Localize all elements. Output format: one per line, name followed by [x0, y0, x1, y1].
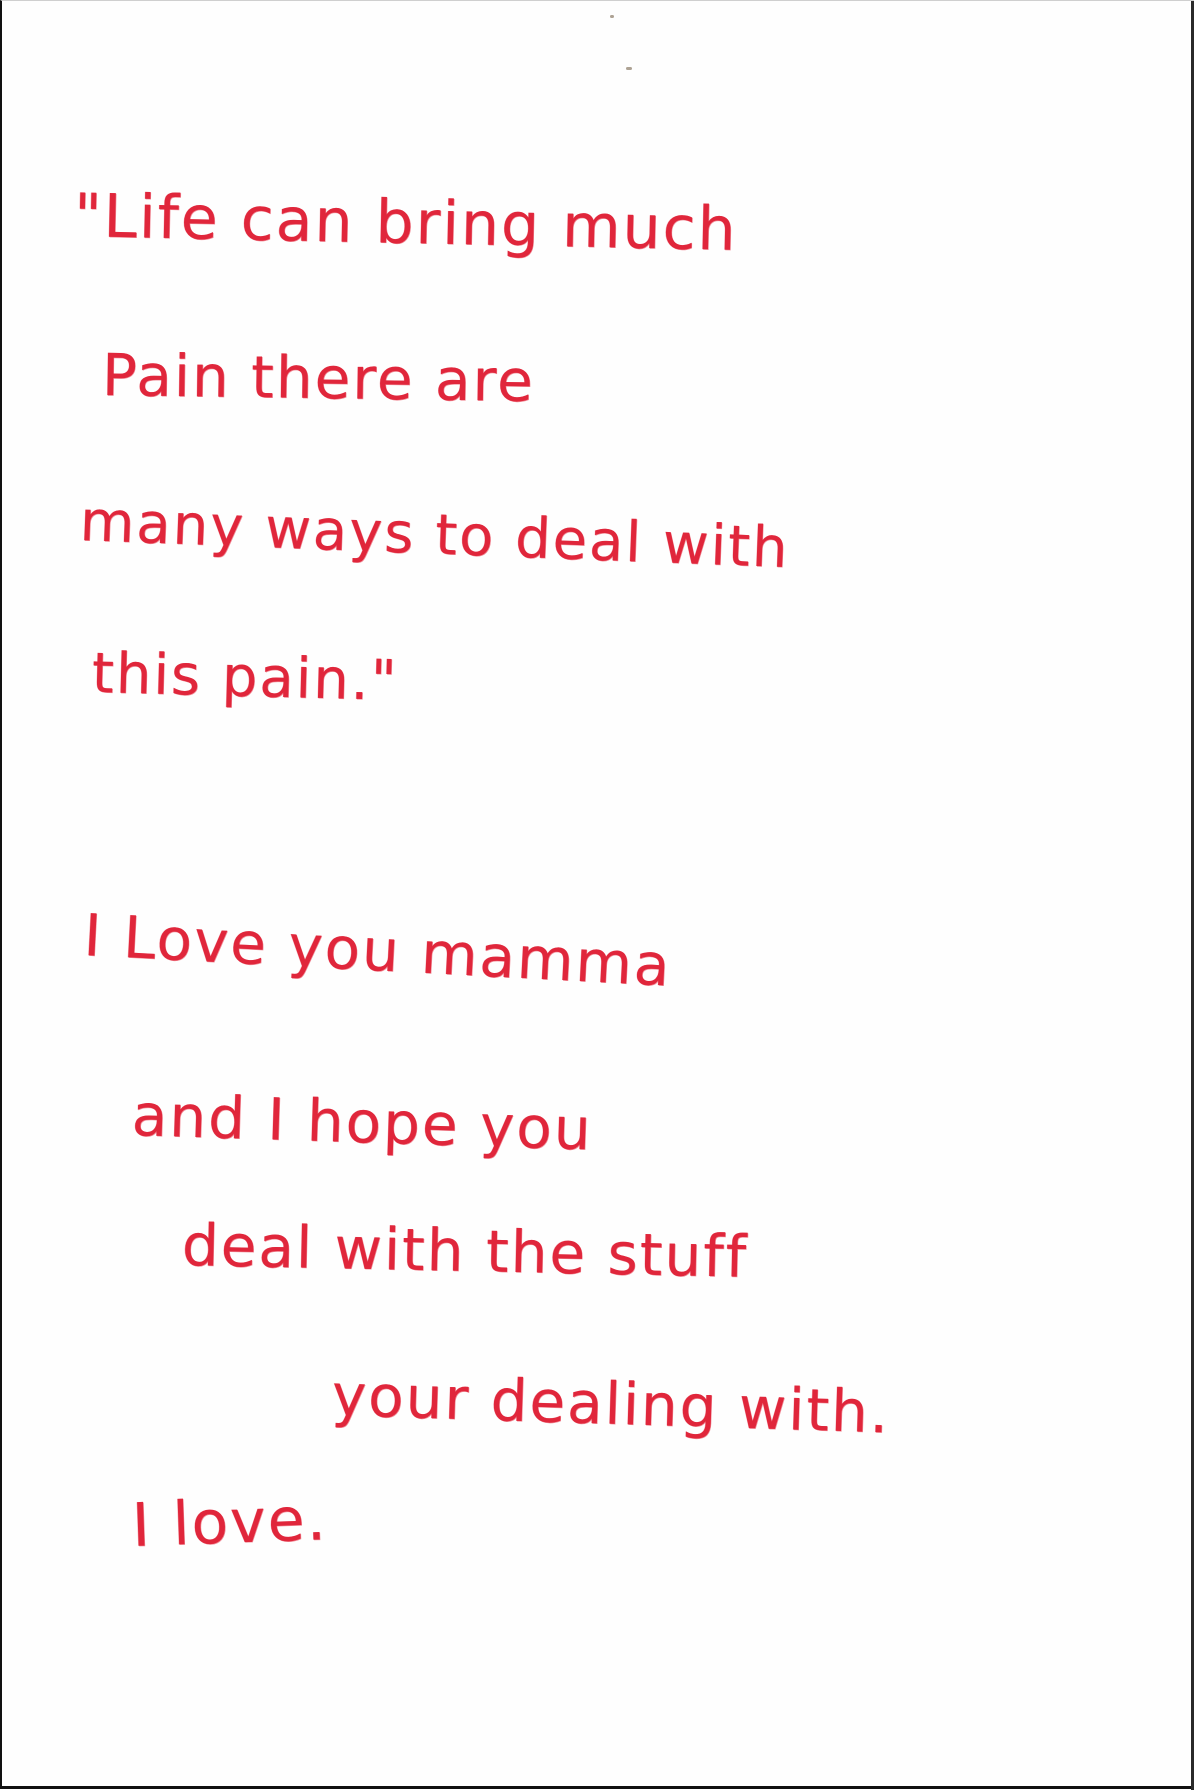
quote-line-1: "Life can bring much	[73, 181, 739, 265]
message-line-3: deal with the stuff	[181, 1211, 749, 1291]
message-line-1: I Love you mamma	[82, 901, 674, 1000]
quote-line-2: Pain there are	[101, 341, 536, 416]
message-line-4: your dealing with.	[330, 1361, 892, 1447]
paper-speck	[610, 15, 614, 18]
quote-line-4: this pain."	[91, 641, 400, 715]
paper-speck	[626, 67, 632, 70]
quote-line-3: many ways to deal with	[78, 489, 791, 582]
message-line-2: and I hope you	[130, 1081, 594, 1164]
signature-line: I love.	[130, 1484, 329, 1561]
